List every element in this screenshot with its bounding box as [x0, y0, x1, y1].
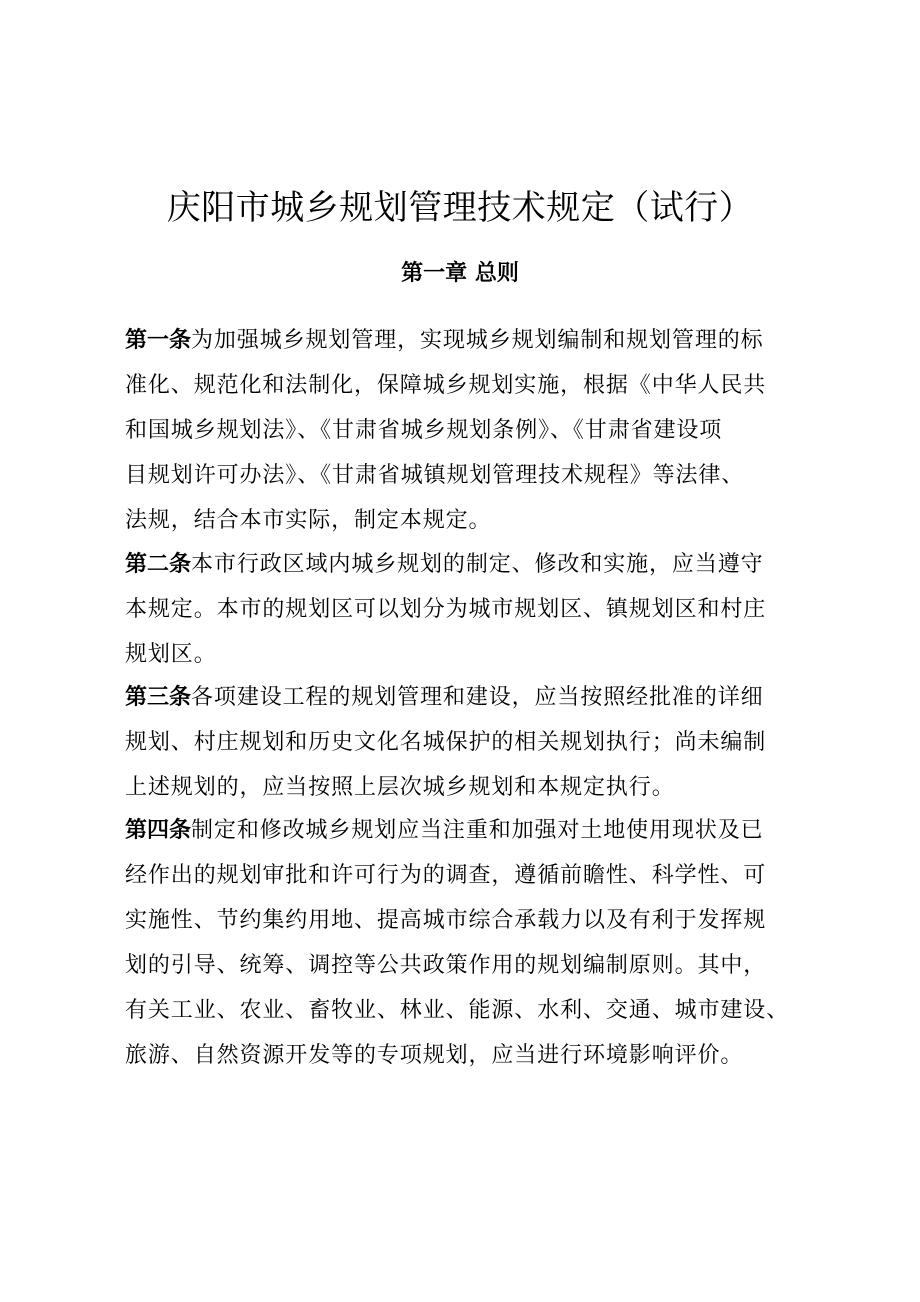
article-3	[125, 675, 805, 810]
article-label: 第一条	[125, 328, 192, 353]
document-title: 庆阳市城乡规划管理技术规定（试行）	[166, 188, 754, 228]
article-line	[125, 808, 805, 853]
article-line: 和国城乡规划法》、《甘肃省城乡规划条例》、《甘肃省建设项	[125, 418, 723, 443]
article-line: 规划、村庄规划和历史文化名城保护的相关规划执行；尚未编制	[125, 730, 767, 755]
article-text: 制定和修改城乡规划应当注重和加强对土地使用现状及已	[191, 818, 764, 843]
article-line: 经作出的规划审批和许可行为的调查，遵循前瞻性、科学性、可	[125, 863, 767, 888]
article-text: 为加强城乡规划管理，实现城乡规划编制和规划管理的标	[191, 328, 764, 353]
article-4	[125, 808, 805, 1078]
article-line: 实施性、节约集约用地、提高城市综合承载力以及有利于发挥规	[125, 908, 767, 933]
article-line: 法规，结合本市实际，制定本规定。	[125, 508, 492, 533]
article-2	[125, 542, 805, 677]
article-label: 第二条	[125, 552, 192, 577]
article-text: 各项建设工程的规划管理和建设，应当按照经批准的详细	[191, 685, 764, 710]
article-line: 划的引导、统筹、调控等公共政策作用的规划编制原则。其中，	[125, 953, 767, 978]
article-line: 本规定。本市的规划区可以划分为城市规划区、镇规划区和村庄	[125, 597, 767, 622]
article-label: 第四条	[125, 818, 192, 843]
article-line	[125, 542, 805, 587]
article-text: 本市行政区域内城乡规划的制定、修改和实施，应当遵守	[191, 552, 764, 577]
article-line: 有关工业、农业、畜牧业、林业、能源、水利、交通、城市建设、	[125, 998, 790, 1023]
article-line: 准化、规范化和法制化，保障城乡规划实施，根据《中华人民共	[125, 373, 767, 398]
article-label: 第三条	[125, 685, 192, 710]
article-line	[125, 675, 805, 720]
article-line	[125, 318, 805, 363]
article-line: 旅游、自然资源开发等的专项规划，应当进行环境影响评价。	[125, 1043, 744, 1068]
article-line: 上述规划的，应当按照上层次城乡规划和本规定执行。	[125, 775, 675, 800]
article-1	[125, 318, 805, 543]
chapter-heading: 第一章 总则	[401, 261, 519, 286]
article-line: 目规划许可办法》、《甘肃省城镇规划管理技术规程》等法律、	[125, 463, 745, 488]
article-line: 规划区。	[125, 642, 217, 667]
